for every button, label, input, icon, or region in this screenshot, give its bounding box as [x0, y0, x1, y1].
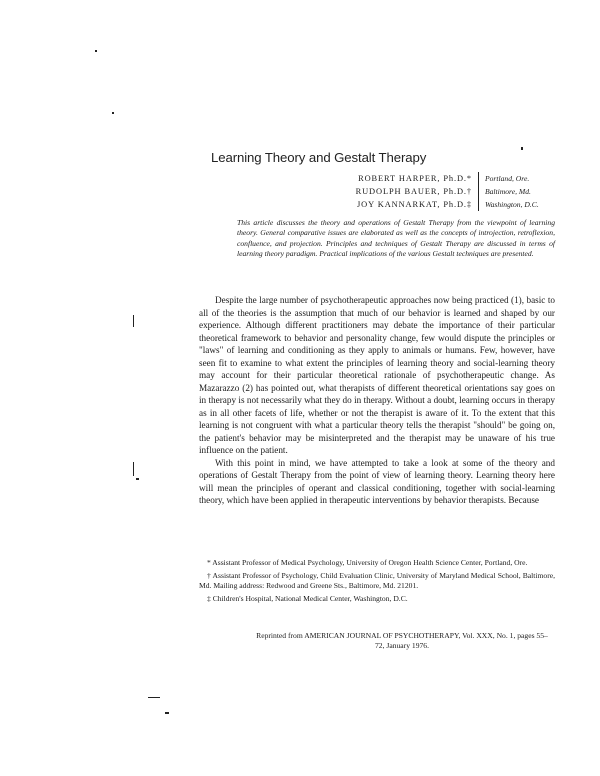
author-location: Washington, D.C.	[478, 198, 539, 211]
author-row	[330, 198, 560, 211]
footnote: ‡ Children's Hospital, National Medical Center, Washington, D.C.	[207, 593, 408, 603]
author-row	[330, 172, 560, 185]
footnote: * Assistant Professor of Medical Psychology, University of Oregon Health Science Center, Portland, Ore.	[207, 558, 528, 567]
author-list	[330, 172, 560, 211]
footnote: † Assistant Professor of Psychology, Child Evaluation Clinic, University of Maryland Medical School, Baltimore, Md. Mailing address: Redwood and Greene Sts., Baltimore, Md. 21201.	[199, 570, 555, 590]
author-location: Portland, Ore.	[478, 172, 529, 185]
author-name: JOY KANNARKAT, Ph.D.‡	[357, 200, 472, 209]
scan-speck	[112, 112, 114, 114]
scan-speck	[95, 50, 97, 52]
scan-speck	[148, 697, 160, 698]
body-paragraph: Despite the large number of psychotherapeutic approaches now being practiced (1), basic to all of the theories is the assumption that much of our behavior is learned and shaped by our experience. Although different practitioners may debate the importance of their particular theoretical framework to behavior and personality change, few would dispute the principles or "laws" of learning and conditioning as they apply to animals or humans. Few, however, have seen fit to examine to what extent the principles of learning theory and social-learning theory may account for their particular theoretical rationale of psychotherapeutic change. As Mazarazzo (2) has pointed out, what therapists of different theoretical orientations say goes on in therapy is not necessarily what they do in therapy. Without a doubt, learning occurs in therapy as in all other facets of life, whether or not the therapist is aware of it. To the extent that this learning is not congruent with what a particular theory tells the therapist "should" be going on, the patient's behavior may be misinterpreted and the therapist may be unaware of his true influence on the patient.	[199, 295, 555, 455]
body-text	[199, 294, 555, 507]
scan-speck	[165, 712, 169, 714]
author-location: Baltimore, Md.	[478, 185, 531, 198]
author-name: ROBERT HARPER, Ph.D.*	[358, 174, 472, 183]
scan-speck	[521, 147, 523, 150]
footnotes	[199, 558, 555, 606]
abstract: This article discusses the theory and operations of Gestalt Therapy from the viewpoint of learning theory. General comparative issues are elaborated as well as the concepts of introjection, retroflexion, confluence, and projection. Principles and techniques of Gestalt Therapy are discussed in terms of learning theory paradigm. Practical implications of the various Gestalt techniques are presented.	[237, 218, 555, 258]
author-name: RUDOLPH BAUER, Ph.D.†	[355, 187, 472, 196]
body-paragraph: With this point in mind, we have attempted to take a look at some of the theory and operations of Gestalt Therapy from the point of view of learning theory. Learning theory here will mean the principles of operant and classical conditioning, together with social-learning theory, which have been applied in therapeutic interventions by behavior therapists. Because	[199, 457, 555, 505]
scan-speck	[136, 478, 139, 480]
scan-speck	[133, 315, 134, 327]
article-title: Learning Theory and Gestalt Therapy	[211, 150, 427, 165]
author-row	[330, 185, 560, 198]
reprint-notice: Reprinted from AMERICAN JOURNAL OF PSYCHOTHERAPY, Vol. XXX, No. 1, pages 55–72, January 1976.	[256, 631, 548, 650]
scan-speck	[133, 462, 134, 476]
